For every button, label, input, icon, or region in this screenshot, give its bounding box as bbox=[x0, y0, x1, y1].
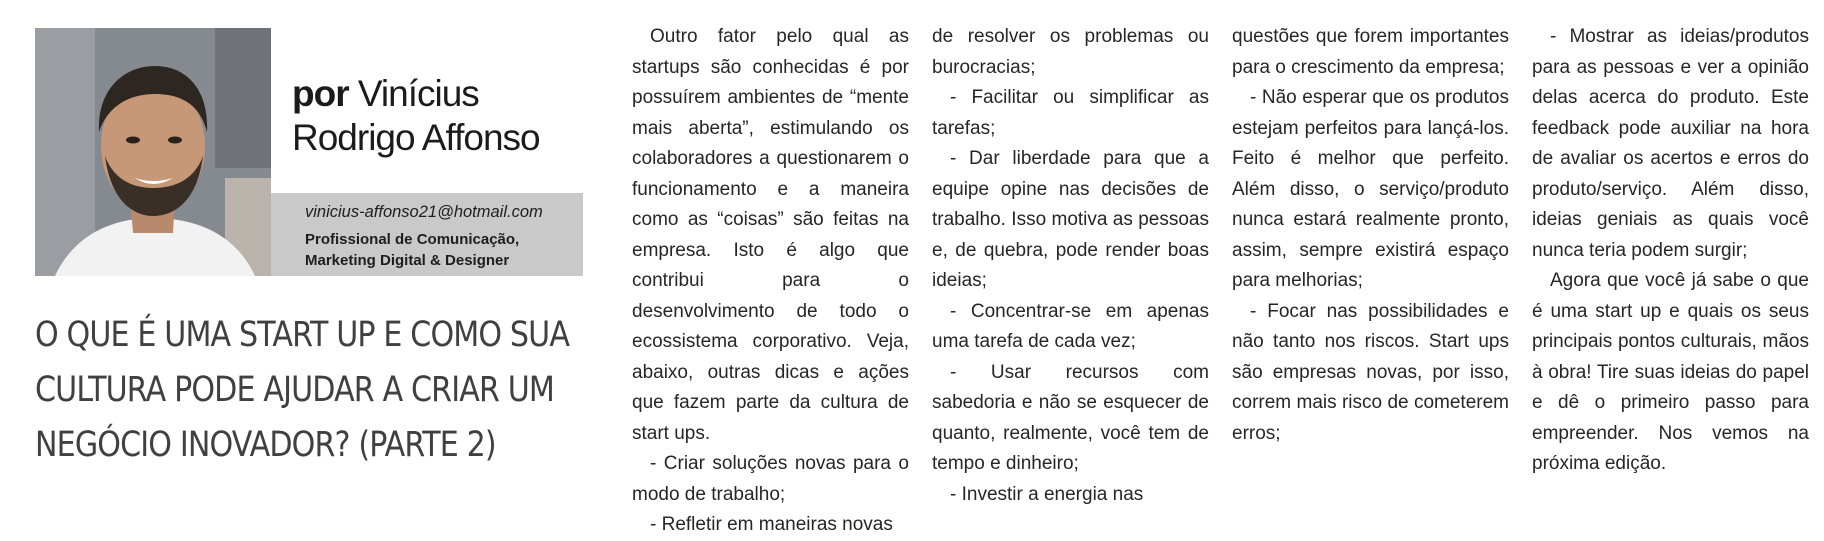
byline-prefix: por bbox=[292, 73, 349, 114]
byline-name-rest: Rodrigo Affonso bbox=[292, 117, 540, 158]
headline-line: CULTURA PODE AJUDAR A CRIAR UM bbox=[35, 370, 555, 410]
paragraph: de resolver os problemas ou burocracias; bbox=[932, 26, 1209, 78]
article-column-2 bbox=[932, 22, 1209, 510]
paragraph: - Refletir em maneiras novas bbox=[650, 514, 893, 535]
author-role-line1: Profissional de Comunicação, bbox=[305, 231, 520, 248]
paragraph: questões que forem importantes para o crescimento da empresa; bbox=[1232, 26, 1509, 78]
author-email: vinicius-affonso21@hotmail.com bbox=[305, 203, 543, 221]
paragraph: - Criar soluções novas para o modo de trabalho; bbox=[632, 453, 909, 505]
paragraph: - Investir a energia nas bbox=[950, 483, 1144, 505]
paragraph: Agora que você já sabe o que é uma start up e quais os seus principais pontos culturais, mãos à obra! Tire suas ideias do papel e dê o primeiro passo para empreender. Nos vemos na próxima edição. bbox=[1532, 270, 1809, 474]
paragraph: - Facilitar ou simplificar as tarefas; bbox=[932, 87, 1209, 139]
author-byline bbox=[292, 72, 592, 160]
paragraph: - Focar nas possibilidades e não tanto nos riscos. Start ups são empresas novas, por isso, correm mais risco de cometerem erros; bbox=[1232, 300, 1509, 444]
author-role bbox=[305, 229, 575, 271]
paragraph: Outro fator pelo qual as startups são conhecidas é por possuírem ambientes de “mente mais aberta”, estimulando os colaboradores a questionarem o funcionamento e a maneira como as “coisas” são feitas na empresa. Isto é algo que contribui para o desenvolvimento de todo o ecossistema corporativo. Veja, abaixo, outras dicas e ações que fazem parte da cultura de start ups. bbox=[632, 26, 909, 444]
article-headline bbox=[35, 308, 570, 473]
paragraph: - Dar liberdade para que a equipe opine nas decisões de trabalho. Isso motiva as pessoas e, de quebra, pode render boas ideias; bbox=[932, 148, 1209, 291]
paragraph: - Concentrar-se em apenas uma tarefa de cada vez; bbox=[932, 300, 1209, 352]
author-role-line2: Marketing Digital & Designer bbox=[305, 252, 510, 269]
article-column-1 bbox=[632, 22, 909, 541]
article-column-3 bbox=[1232, 22, 1509, 449]
paragraph: - Usar recursos com sabedoria e não se esquecer de quanto, realmente, você tem de tempo e dinheiro; bbox=[932, 361, 1209, 474]
paragraph: - Não esperar que os produtos estejam perfeitos para lançá-los. Feito é melhor que perfeito. Além disso, o serviço/produto nunca estará realmente pronto, assim, sempre existirá espaço para melhorias; bbox=[1232, 87, 1509, 291]
author-contact-box bbox=[271, 193, 583, 276]
headline-line: O QUE É UMA START UP E COMO SUA bbox=[35, 315, 570, 355]
headline-line: NEGÓCIO INOVADOR? (PARTE 2) bbox=[35, 425, 496, 465]
paragraph: - Mostrar as ideias/produtos para as pessoas e ver a opinião delas acerca do produto. Este feedback pode auxiliar na hora de avaliar os acertos e erros do produto/serviço. Além disso, ideias geniais as quais você nunca teria podem surgir; bbox=[1532, 26, 1809, 261]
article-column-4 bbox=[1532, 22, 1809, 480]
byline-name-first: Vinícius bbox=[357, 73, 479, 114]
author-photo bbox=[35, 28, 271, 276]
